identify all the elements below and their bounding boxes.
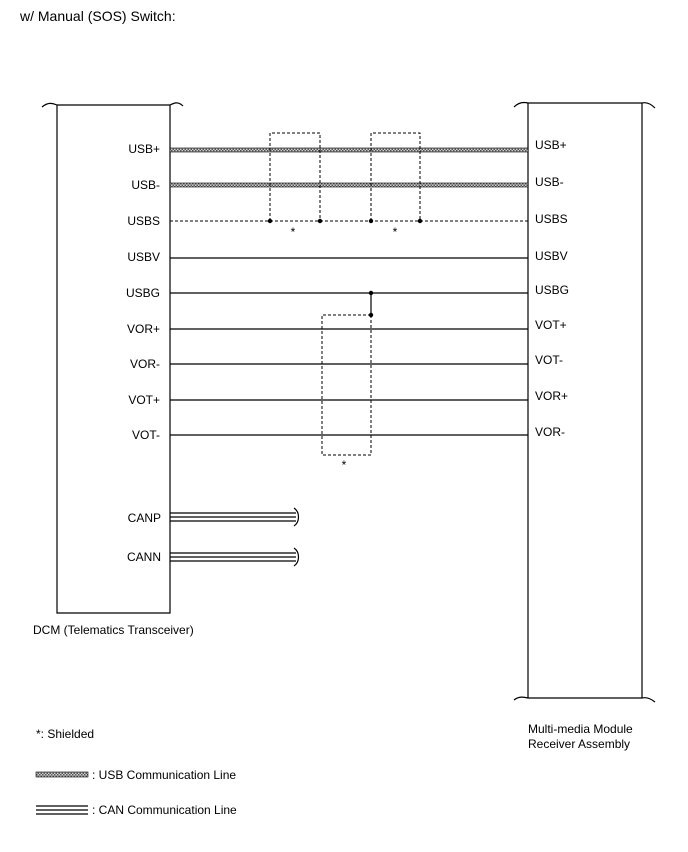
- receiver-label-line2: Receiver Assembly: [528, 737, 631, 751]
- legend-can-line: : CAN Communication Line: [92, 803, 237, 817]
- left-pin-usb-plus: USB+: [128, 142, 160, 156]
- shield-box-2: [371, 133, 420, 221]
- left-pin-cann: CANN: [126, 550, 161, 564]
- left-pin-usbg: USBG: [125, 286, 160, 300]
- canp-line: [170, 508, 299, 526]
- left-pin-vot-minus: VOT-: [131, 428, 160, 442]
- legend-usb-swatch: [36, 772, 88, 777]
- right-pin-usb-minus: USB-: [535, 175, 564, 189]
- left-pin-vor-minus: VOR-: [130, 357, 160, 371]
- usb-plus-line: [170, 148, 528, 152]
- shield-box-3: [322, 315, 371, 455]
- receiver-label-line1: Multi-media Module: [528, 722, 633, 736]
- right-pin-vor-plus: VOR+: [535, 389, 569, 403]
- usbg-junction-dot: [369, 291, 373, 295]
- shield-mark-3: *: [341, 458, 347, 472]
- diagram-title: w/ Manual (SOS) Switch:: [20, 8, 176, 24]
- shield-mark-1: *: [290, 225, 296, 239]
- dcm-label: DCM (Telematics Transceiver): [33, 623, 194, 637]
- right-pin-usbs: USBS: [535, 212, 568, 226]
- left-pin-usb-minus: USB-: [131, 178, 160, 192]
- shield-mark-2: *: [392, 225, 398, 239]
- legend-can-swatch: [36, 806, 88, 814]
- right-pin-vor-minus: VOR-: [535, 425, 565, 439]
- usb-minus-line: [170, 183, 528, 187]
- right-pin-usbg: USBG: [535, 283, 570, 297]
- legend-shielded: *: Shielded: [36, 727, 95, 741]
- legend-usb-line: : USB Communication Line: [92, 768, 237, 782]
- dcm-box: [42, 103, 183, 613]
- right-pin-usbv: USBV: [535, 249, 568, 263]
- left-pin-vor-plus: VOR+: [126, 322, 160, 336]
- left-pin-usbs: USBS: [127, 214, 160, 228]
- left-pin-vot-plus: VOT+: [128, 393, 160, 407]
- right-pin-vot-plus: VOT+: [535, 318, 567, 332]
- right-pin-usb-plus: USB+: [535, 138, 567, 152]
- left-pin-canp: CANP: [127, 511, 161, 525]
- shield-box-1: [270, 133, 320, 221]
- cann-line: [170, 548, 299, 566]
- left-pin-usbv: USBV: [127, 250, 160, 264]
- right-pin-vot-minus: VOT-: [535, 353, 564, 367]
